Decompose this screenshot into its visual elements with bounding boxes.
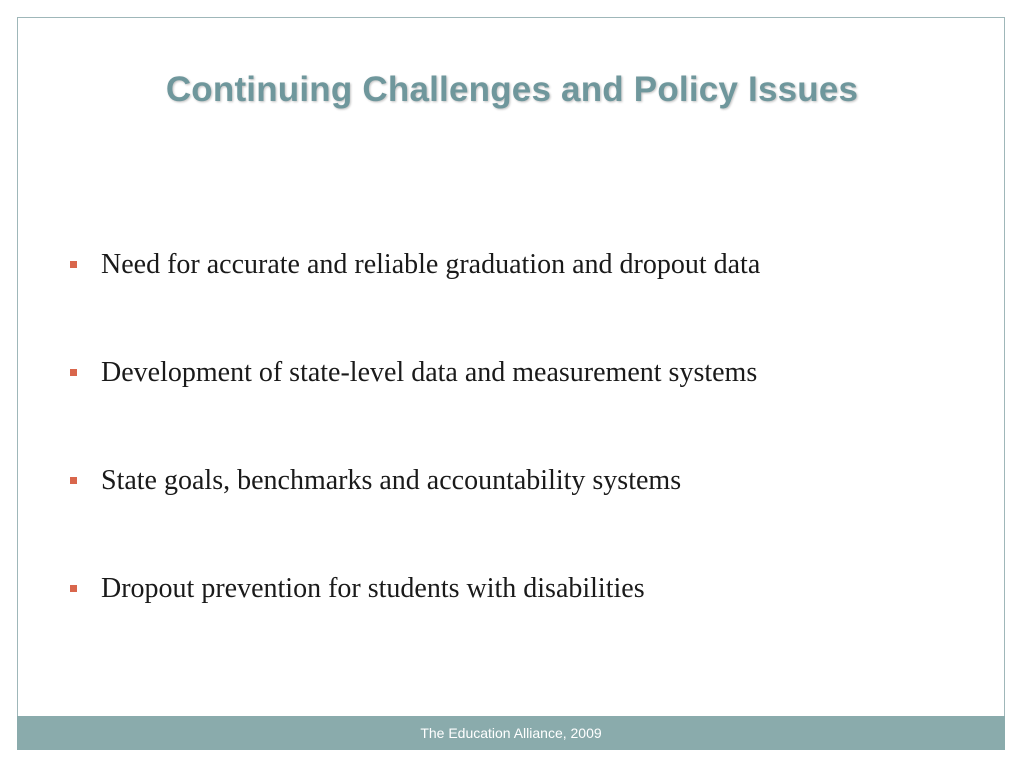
bullet-text: Development of state-level data and measurement systems (101, 357, 758, 388)
square-bullet-icon (70, 585, 77, 592)
square-bullet-icon (70, 261, 77, 268)
footer-text: The Education Alliance, 2009 (420, 725, 602, 741)
bullet-item (70, 456, 970, 564)
square-bullet-icon (70, 369, 77, 376)
footer-bar (17, 716, 1005, 750)
bullet-text: Dropout prevention for students with disabilities (101, 573, 645, 604)
bullet-item (70, 564, 970, 672)
bullet-item (70, 348, 970, 456)
square-bullet-icon (70, 477, 77, 484)
slide-title: Continuing Challenges and Policy Issues (165, 70, 859, 109)
bullet-list (70, 240, 970, 672)
bullet-item (70, 240, 970, 348)
bullet-text: Need for accurate and reliable graduation and dropout data (101, 249, 761, 280)
bullet-text: State goals, benchmarks and accountability systems (101, 465, 682, 496)
